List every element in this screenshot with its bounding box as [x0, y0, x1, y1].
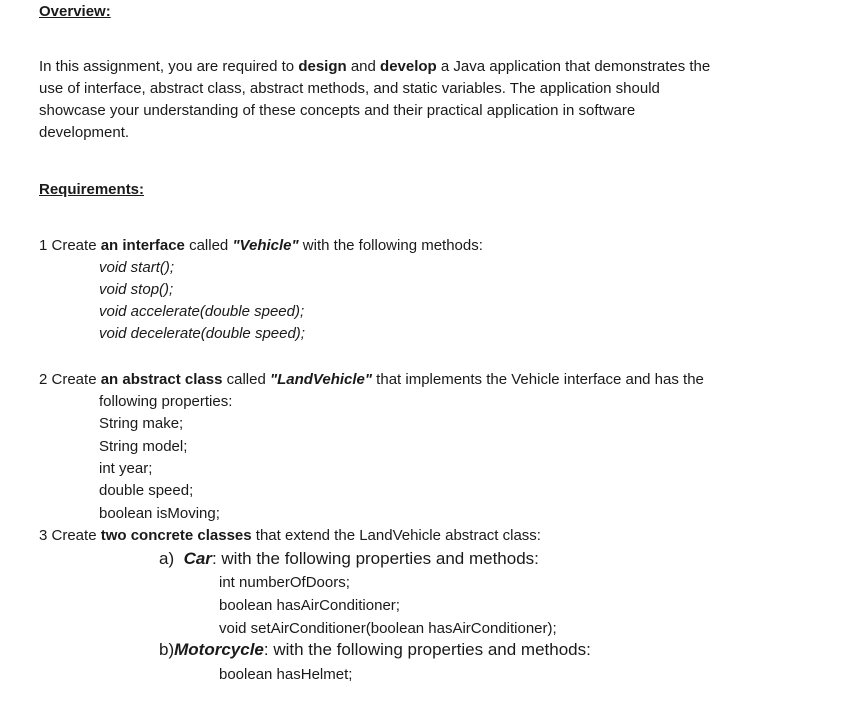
class-name-car: Car	[183, 549, 212, 568]
emphasis-vehicle: "Vehicle"	[232, 237, 299, 254]
motorcycle-member-helmet: boolean hasHelmet;	[219, 666, 353, 683]
property-year: int year;	[99, 460, 153, 477]
method-start: void start();	[99, 259, 175, 276]
property-make: String make;	[99, 415, 184, 432]
text-run: that implements the Vehicle interface and has the	[372, 371, 704, 388]
requirement-1	[39, 236, 483, 256]
requirement-2-continuation: following properties:	[99, 393, 233, 410]
overview-paragraph-line-3: showcase your understanding of these concepts and their practical application in software	[39, 102, 636, 119]
text-run: and	[346, 58, 381, 75]
overview-paragraph-line-4: development.	[39, 124, 130, 141]
emphasis-landvehicle: "LandVehicle"	[269, 371, 373, 388]
text-run: 1 Create	[39, 237, 101, 254]
requirement-3	[39, 526, 541, 546]
property-speed: double speed;	[99, 482, 194, 499]
car-member-aircon: boolean hasAirConditioner;	[219, 597, 400, 614]
text-run: called	[222, 371, 270, 388]
property-model: String model;	[99, 438, 188, 455]
method-accelerate: void accelerate(double speed);	[99, 303, 305, 320]
list-marker: b)	[159, 640, 175, 659]
emphasis-interface: an interface	[100, 237, 185, 254]
class-name-motorcycle: Motorcycle	[174, 640, 264, 659]
text-run: : with the following properties and methods:	[211, 549, 539, 568]
requirements-heading: Requirements:	[39, 181, 145, 198]
emphasis-develop: develop	[380, 58, 437, 75]
overview-paragraph-line-1	[39, 57, 710, 77]
car-heading	[159, 549, 539, 569]
text-run: called	[184, 237, 233, 254]
text-run: 2 Create	[39, 371, 101, 388]
text-run: In this assignment, you are required to	[39, 58, 299, 75]
car-member-setaircon: void setAirConditioner(boolean hasAirConditioner);	[219, 620, 557, 637]
text-run: : with the following properties and methods:	[263, 640, 591, 659]
text-run: a Java application that demonstrates the	[436, 58, 711, 75]
method-decelerate: void decelerate(double speed);	[99, 325, 305, 342]
property-ismoving: boolean isMoving;	[99, 505, 220, 522]
requirement-2	[39, 370, 704, 390]
method-stop: void stop();	[99, 281, 174, 298]
overview-heading: Overview:	[39, 3, 111, 20]
list-marker: a)	[159, 549, 175, 568]
motorcycle-heading	[159, 640, 591, 660]
car-member-doors: int numberOfDoors;	[219, 574, 350, 591]
text-run: that extend the LandVehicle abstract class:	[251, 527, 541, 544]
emphasis-abstract-class: an abstract class	[100, 371, 223, 388]
emphasis-design: design	[298, 58, 347, 75]
emphasis-concrete-classes: two concrete classes	[100, 527, 252, 544]
text-run: 3 Create	[39, 527, 101, 544]
text-run: with the following methods:	[298, 237, 483, 254]
overview-paragraph-line-2: use of interface, abstract class, abstract methods, and static variables. The application should	[39, 80, 660, 97]
